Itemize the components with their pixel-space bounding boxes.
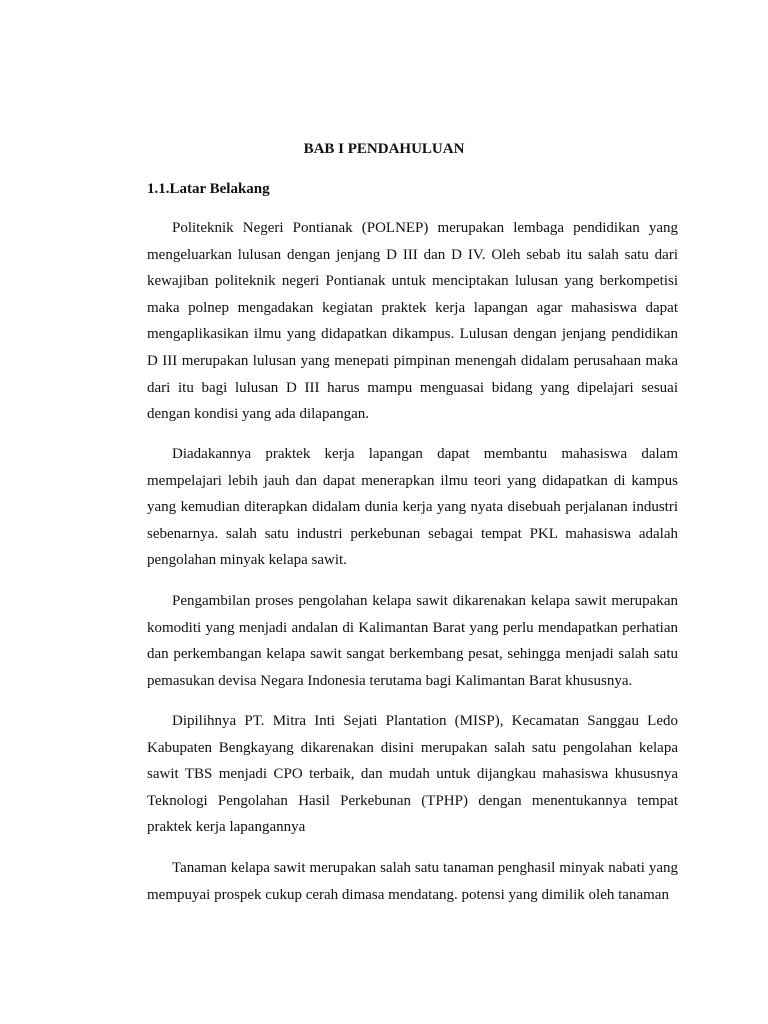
body-paragraph: Tanaman kelapa sawit merupakan salah satu tanaman penghasil minyak nabati yang mempuyai prospek cukup cerah dimasa mendatang. potensi yang dimilik oleh tanaman — [147, 860, 678, 903]
section-heading: 1.1.Latar Belakang — [147, 181, 270, 197]
body-paragraph: Diadakannya praktek kerja lapangan dapat membantu mahasiswa dalam mempelajari lebih jauh dan dapat menerapkan ilmu teori yang didapatkan di kampus yang kemudian diterapkan didalam dunia kerja yang nyata disebuah perjalanan industri sebenarnya. salah satu industri perkebunan sebagai tempat PKL mahasiswa adalah pengolahan minyak kelapa sawit. — [147, 446, 678, 569]
chapter-title: BAB I PENDAHULUAN — [303, 141, 465, 157]
body-paragraph: Politeknik Negeri Pontianak (POLNEP) merupakan lembaga pendidikan yang mengeluarkan lulusan dengan jenjang D III dan D IV. Oleh sebab itu salah satu dari kewajiban politeknik negeri Pontianak untuk menciptakan lulusan yang berkompetisi maka polnep mengadakan kegiatan praktek kerja lapangan agar mahasiswa dapat mengaplikasikan ilmu yang didapatkan dikampus. Lulusan dengan jenjang pendidikan D III merupakan lulusan yang menepati pimpinan menengah didalam perusahaan maka dari itu bagi lulusan D III harus mampu menguasai bidang yang dipelajari sesuai dengan kondisi yang ada dilapangan. — [147, 220, 678, 423]
body-paragraph: Pengambilan proses pengolahan kelapa sawit dikarenakan kelapa sawit merupakan komoditi yang menjadi andalan di Kalimantan Barat yang perlu mendapatkan perhatian dan perkembangan kelapa sawit sangat berkembang pesat, sehingga menjadi salah satu pemasukan devisa Negara Indonesia terutama bagi Kalimantan Barat khususnya. — [147, 593, 678, 689]
body-paragraph: Dipilihnya PT. Mitra Inti Sejati Plantation (MISP), Kecamatan Sanggau Ledo Kabupaten Bengkayang dikarenakan disini merupakan salah satu pengolahan kelapa sawit TBS menjadi CPO terbaik, dan mudah untuk dijangkau mahasiswa khususnya Teknologi Pengolahan Hasil Perkebunan (TPHP) dengan menentukannya tempat praktek kerja lapangannya — [147, 713, 678, 836]
